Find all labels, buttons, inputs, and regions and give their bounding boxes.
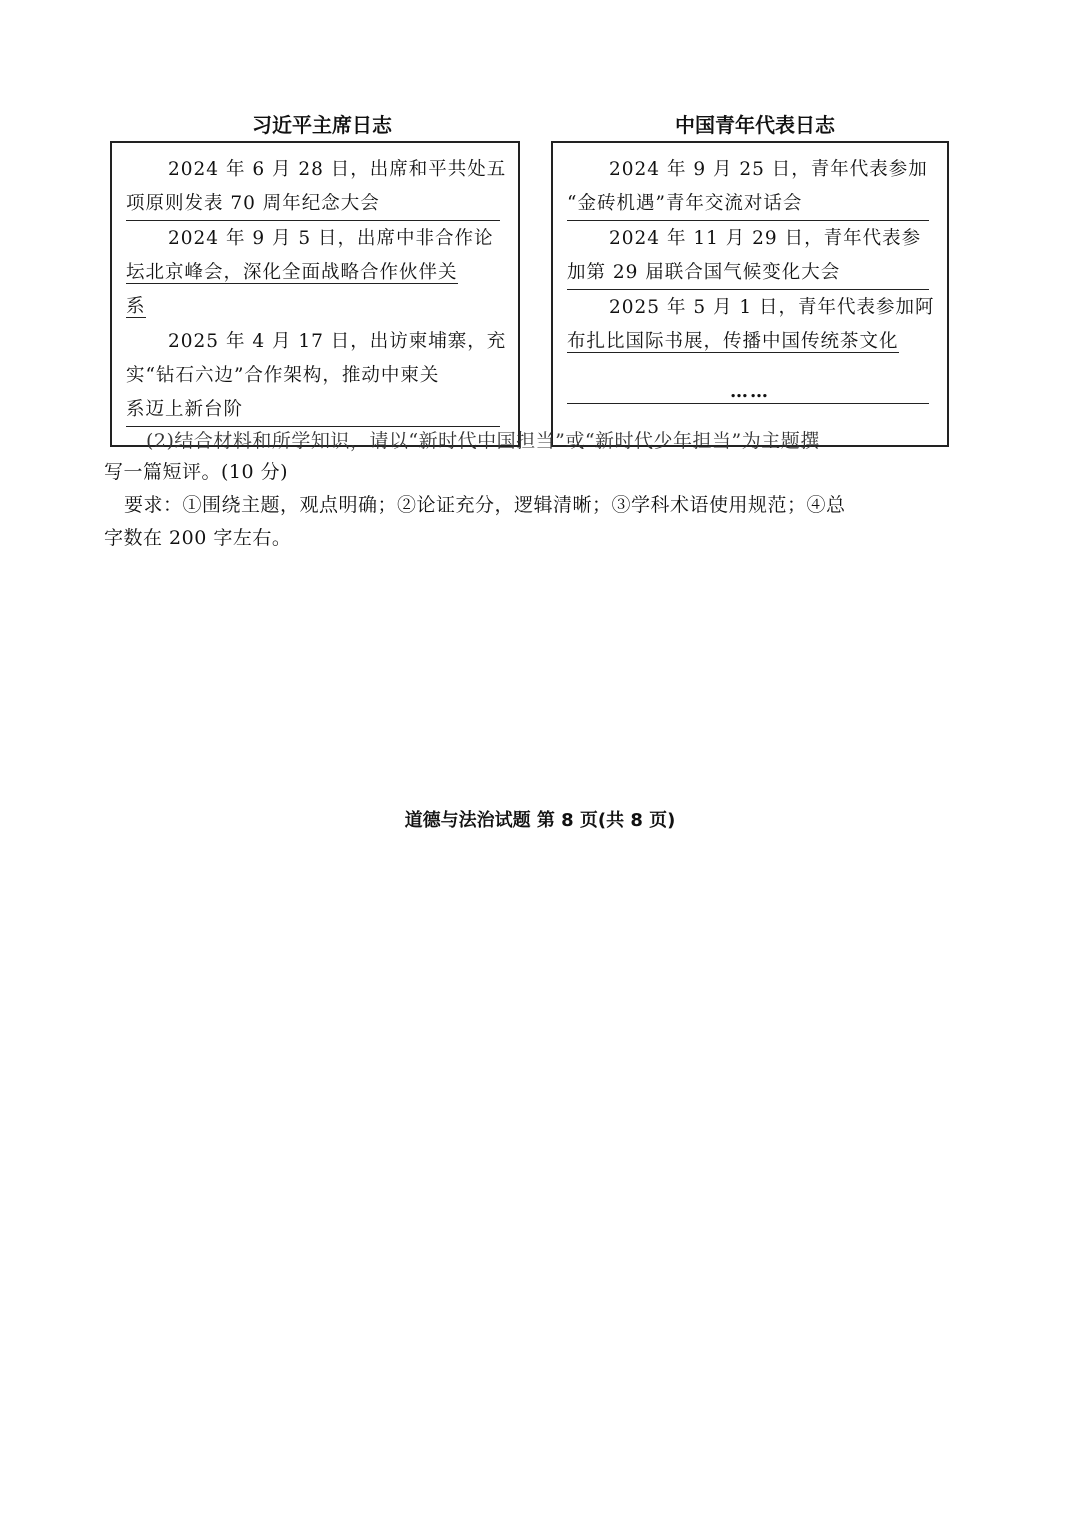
entry-line <box>126 256 500 290</box>
entry-line: 2024 年 9 月 25 日，青年代表参加 <box>609 159 928 180</box>
entry-line: 实“钻石六边”合作架构，推动中柬关 <box>126 365 440 386</box>
entry-line: 2024 年 6 月 28 日，出席和平共处五 <box>168 159 507 180</box>
requirements-line: 字数在 200 字左右。 <box>104 527 292 549</box>
diary-entry <box>567 222 929 290</box>
ellipsis: …… <box>730 381 770 402</box>
page-footer: 道德与法治试题 第 8 页(共 8 页) <box>404 810 676 831</box>
entry-line <box>567 325 929 359</box>
question-line: 写一篇短评。(10 分) <box>104 461 289 483</box>
entry-line: 加第 29 届联合国气候变化大会 <box>567 256 929 290</box>
underlined-text: 布扎比国际书展，传播中国传统茶文化 <box>567 331 899 352</box>
diary-box-right <box>551 141 949 447</box>
journal-title-left: 习近平主席日志 <box>252 113 392 137</box>
diary-box-left <box>110 141 520 447</box>
entry-line: 2025 年 5 月 1 日，青年代表参加阿 <box>609 297 935 318</box>
requirements-line: 要求：①围绕主题，观点明确；②论证充分，逻辑清晰；③学科术语使用规范；④总 <box>124 494 846 516</box>
blank-rule <box>567 403 929 404</box>
underlined-text: 系 <box>126 296 146 317</box>
question-line: (2)结合材料和所学知识，请以“新时代中国担当”或“新时代少年担当”为主题撰 <box>146 430 820 452</box>
entry-line <box>126 290 500 324</box>
journal-title-right: 中国青年代表日志 <box>675 113 835 137</box>
entry-line: 2024 年 9 月 5 日，出席中非合作论 <box>168 228 494 249</box>
entry-line: “金砖机遇”青年交流对话会 <box>567 187 929 221</box>
underlined-text: 坛北京峰会，深化全面战略合作伙伴关 <box>126 262 458 283</box>
entry-line: 2025 年 4 月 17 日，出访柬埔寨，充 <box>168 331 507 352</box>
entry-line: 2024 年 11 月 29 日，青年代表参 <box>609 228 922 249</box>
diary-entry <box>126 325 507 427</box>
entry-line: 项原则发表 70 周年纪念大会 <box>126 187 500 221</box>
entry-line: 系迈上新台阶 <box>126 393 500 427</box>
diary-entry <box>126 153 507 221</box>
diary-entry <box>126 222 500 324</box>
diary-entry <box>567 291 935 359</box>
diary-entry <box>567 153 929 221</box>
